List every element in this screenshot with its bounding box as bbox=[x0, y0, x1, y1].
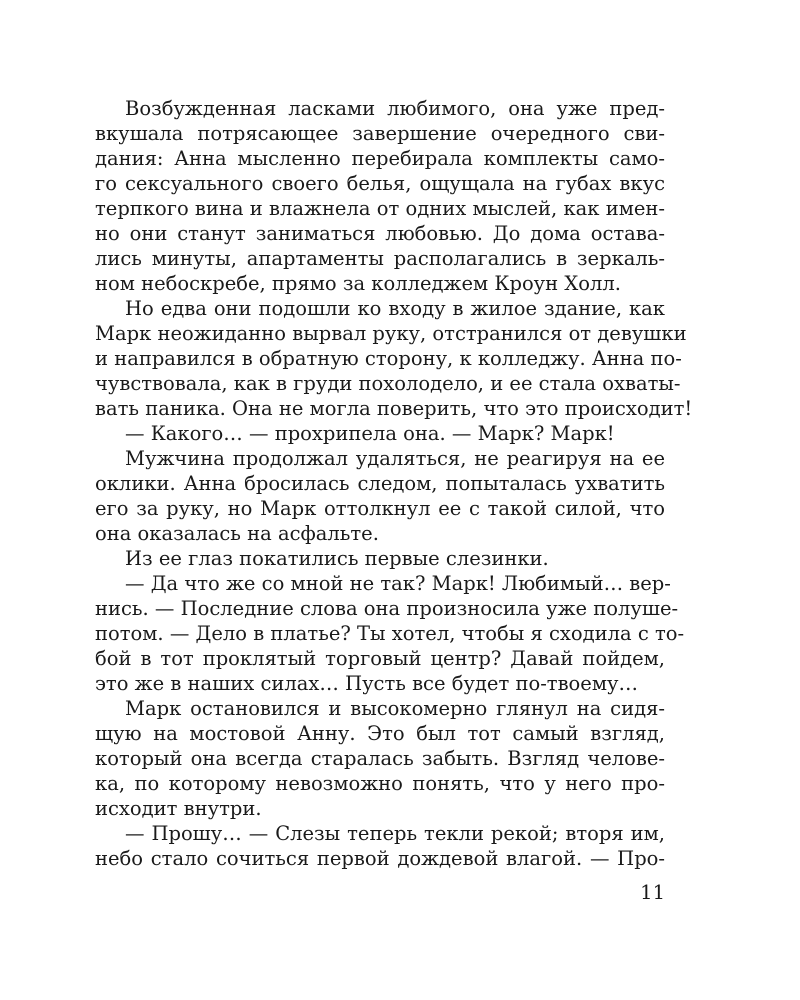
text-line: бой в тот проклятый торговый центр? Давай пойдем, bbox=[95, 647, 665, 670]
text-line: вкушала потрясающее завершение очередного сви- bbox=[95, 122, 665, 145]
text-line: но они станут заниматься любовью. До дома остава- bbox=[95, 222, 665, 245]
text-line: это же в наших силах… Пусть все будет по-твоему… bbox=[95, 672, 638, 695]
text-line: оклики. Анна бросилась следом, попыталась ухватить bbox=[95, 472, 665, 495]
text-line: чувствовала, как в груди похолодело, и ее стала охваты- bbox=[95, 372, 681, 395]
text-line: Возбужденная ласками любимого, она уже пред- bbox=[125, 97, 665, 120]
text-line: нись. — Последние слова она произносила уже полуше- bbox=[95, 597, 679, 620]
text-line: Мужчина продолжал удаляться, не реагируя на ее bbox=[125, 447, 665, 470]
text-line: она оказалась на асфальте. bbox=[95, 522, 379, 545]
text-line: Марк остановился и высокомерно глянул на сидя- bbox=[125, 697, 665, 720]
text-line: потом. — Дело в платье? Ты хотел, чтобы я сходила с то- bbox=[95, 622, 685, 645]
text-line: и направился в обратную сторону, к колледжу. Анна по- bbox=[95, 347, 682, 370]
text-line: терпкого вина и влажнела от одних мыслей, как имен- bbox=[95, 197, 665, 220]
text-line: щую на мостовой Анну. Это был тот самый взгляд, bbox=[95, 722, 665, 745]
text-line: который она всегда старалась забыть. Взгляд челове- bbox=[95, 747, 665, 770]
text-line: Марк неожиданно вырвал руку, отстранился от девушки bbox=[95, 322, 687, 345]
text-line: — Да что же со мной не так? Марк! Любимый… вер- bbox=[125, 572, 671, 595]
text-line: го сексуального своего белья, ощущала на губах вкус bbox=[95, 172, 665, 195]
text-line: — Какого… — прохрипела она. — Марк? Марк! bbox=[125, 422, 615, 445]
text-line: вать паника. Она не могла поверить, что это происходит! bbox=[95, 397, 693, 420]
text-line: ном небоскребе, прямо за колледжем Кроун Холл. bbox=[95, 272, 621, 295]
text-line: Но едва они подошли ко входу в жилое здание, как bbox=[125, 297, 665, 320]
text-line: исходит внутри. bbox=[95, 797, 262, 820]
text-line: лись минуты, апартаменты располагались в зеркаль- bbox=[95, 247, 665, 270]
text-line: его за руку, но Марк оттолкнул ее с такой силой, что bbox=[95, 497, 665, 520]
page-number: 11 bbox=[640, 881, 665, 904]
text-line: небо стало сочиться первой дождевой влагой. — Про- bbox=[95, 847, 665, 870]
text-line: — Прошу… — Слезы теперь текли рекой; вторя им, bbox=[125, 822, 665, 845]
text-line: ка, по которому невозможно понять, что у него про- bbox=[95, 772, 665, 795]
text-line: дания: Анна мысленно перебирала комплекты само- bbox=[95, 147, 665, 170]
text-line: Из ее глаз покатились первые слезинки. bbox=[125, 547, 549, 570]
body-text bbox=[95, 96, 693, 871]
